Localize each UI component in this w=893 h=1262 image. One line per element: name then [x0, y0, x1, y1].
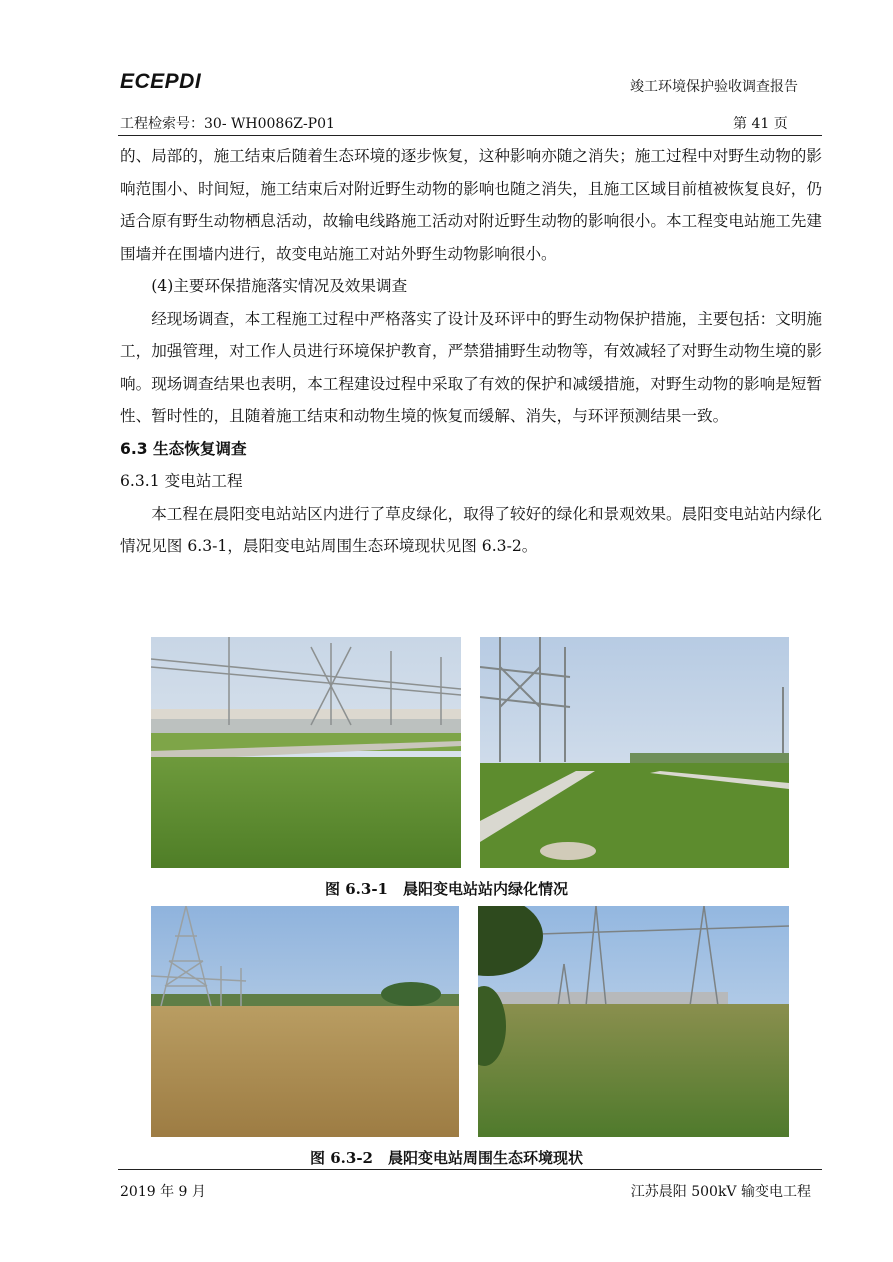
figure-caption-6-3-2: 图 6.3-2 晨阳变电站周围生态环境现状 [310, 1149, 583, 1167]
figure-caption-6-3-1: 图 6.3-1 晨阳变电站站内绿化情况 [325, 880, 568, 898]
report-title: 竣工环境保护验收调查报告 [630, 79, 798, 95]
paragraph-greening: 本工程在晨阳变电站站区内进行了草皮绿化，取得了较好的绿化和景观效果。晨阳变电站站内绿化情况见图 6.3-1，晨阳变电站周围生态环境现状见图 6.3-2。 [120, 504, 822, 555]
photo-surrounding-field-1 [151, 906, 459, 1137]
photo-substation-lawn-2 [480, 637, 789, 868]
body-text [120, 140, 822, 563]
photo-substation-lawn-1 [151, 637, 461, 868]
page-number: 第 41 页 [733, 116, 788, 132]
footer-divider [118, 1169, 822, 1170]
footer-project-name: 江苏晨阳 500kV 输变电工程 [630, 1184, 811, 1200]
footer-date: 2019 年 9 月 [120, 1184, 206, 1200]
paragraph-measures: 经现场调查，本工程施工过程中严格落实了设计及环评中的野生动物保护措施，主要包括：文明施工，加强管理，对工作人员进行环境保护教育，严禁猎捕野生动物等，有效减轻了对野生动物生境的影响。现场调查结果也表明，本工程建设过程中采取了有效的保护和减缓措施，对野生动物的影响是短暂性、暂时性的，且随着施工结束和动物生境的恢复而缓解、消失，与环评预测结果一致。 [120, 309, 822, 425]
paragraph-wildlife-impact: 的、局部的，施工结束后随着生态环境的逐步恢复，这种影响亦随之消失；施工过程中对野生动物的影响范围小、时间短，施工结束后对附近野生动物的影响也随之消失，且施工区域目前植被恢复良好，仍适合原有野生动物栖息活动，故输电线路施工活动对附近野生动物的影响很小。本工程变电站施工先建围墙并在围墙内进行，故变电站施工对站外野生动物影响很小。 [120, 147, 822, 263]
subheading-measures: (4)主要环保措施落实情况及效果调查 [151, 277, 408, 295]
section-heading: 6.3 生态恢复调查 [120, 439, 247, 458]
photo-surrounding-field-2 [478, 906, 789, 1137]
header-divider [118, 135, 822, 136]
company-logo: ECEPDI [120, 70, 202, 93]
subsection-heading: 6.3.1 变电站工程 [120, 472, 243, 490]
project-code: 工程检索号：30- WH0086Z-P01 [120, 116, 335, 132]
